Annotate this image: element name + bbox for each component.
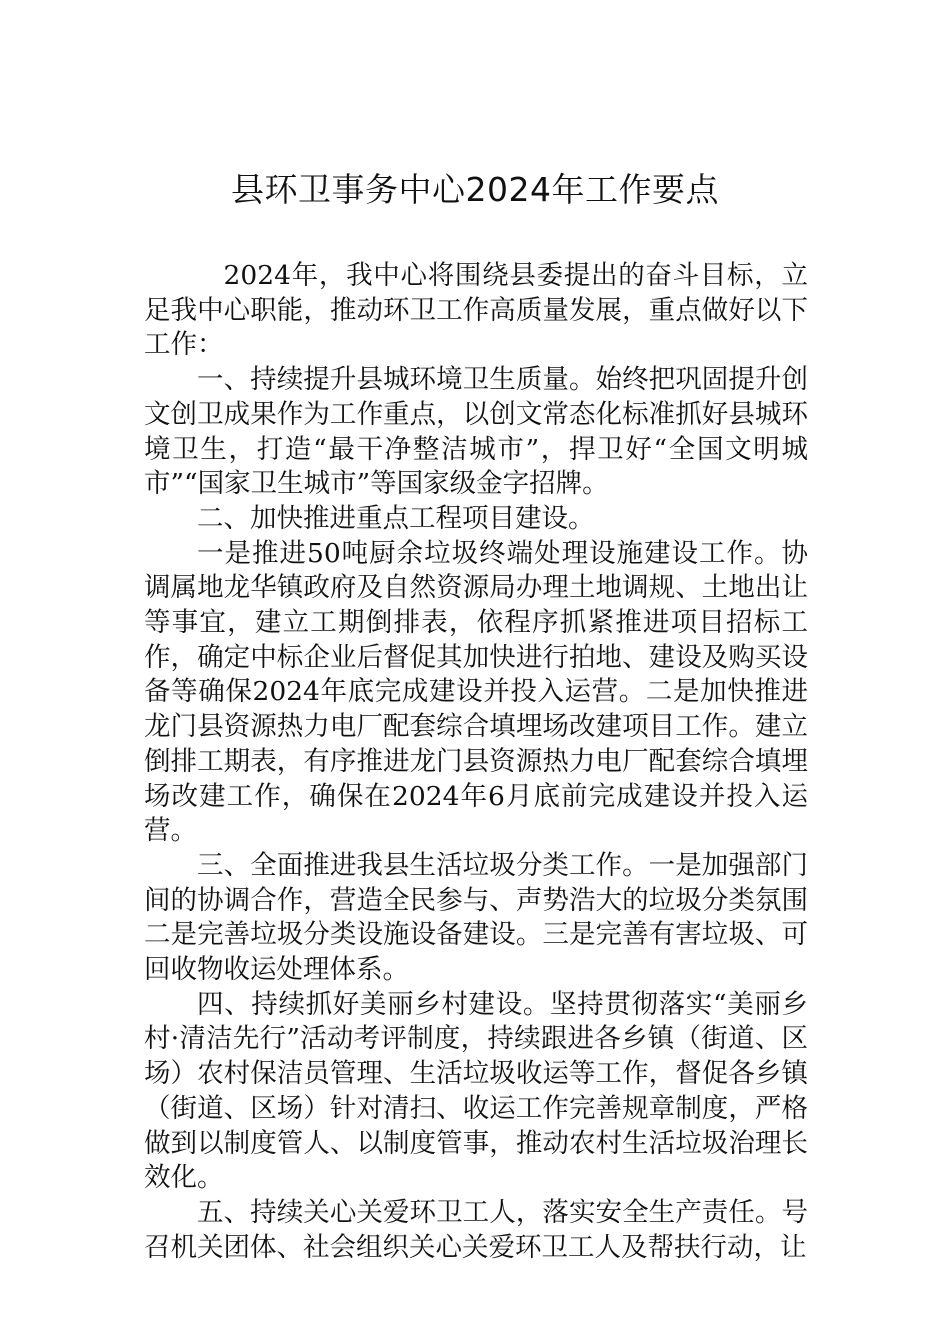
section-3-paragraph: 三、全面推进我县生活垃圾分类工作。一是加强部门间的协调合作，营造全民参与、声势浩大的垃圾分类氛围二是完善垃圾分类设施设备建设。三是完善有害垃圾、可回收物收运处理体系。 xyxy=(144,849,808,986)
document-title: 县环卫事务中心2024年工作要点 xyxy=(231,170,719,209)
section-2-paragraph: 一是推进50吨厨余垃圾终端处理设施建设工作。协调属地龙华镇政府及自然资源局办理土地调规、土地出让等事宜，建立工期倒排表，依程序抓紧推进项目招标工作，确定中标企业后督促其加快进行拍地、建设及购买设备等确保2024年底完成建设并投入运营。二是加快推进龙门县资源热力电厂配套综合填埋场改建项目工作。建立倒排工期表，有序推进龙门县资源热力电厂配套综合填埋场改建工作，确保在2024年6月底前完成建设并投入运营。 xyxy=(144,537,808,847)
section-4-paragraph: 四、持续抓好美丽乡村建设。坚持贯彻落实“美丽乡村·清洁先行”活动考评制度，持续跟进各乡镇（街道、区场）农村保洁员管理、生活垃圾收运等工作，督促各乡镇（街道、区场）针对清扫、收运工作完善规章制度，严格做到以制度管人、以制度管事，推动农村生活垃圾治理长效化。 xyxy=(144,988,808,1194)
intro-paragraph: 2024年，我中心将围绕县委提出的奋斗目标，立足我中心职能，推动环卫工作高质量发展，重点做好以下工作： xyxy=(144,260,808,361)
section-5-paragraph: 五、持续关心关爱环卫工人，落实安全生产责任。号召机关团体、社会组织关心关爱环卫工人及帮扶行动，让 xyxy=(144,1196,808,1263)
section-2-heading: 二、加快推进重点工程项目建设。 xyxy=(197,502,595,534)
section-1-paragraph: 一、持续提升县城环境卫生质量。始终把巩固提升创文创卫成果作为工作重点，以创文常态化标准抓好县城环境卫生，打造“最干净整洁城市”，捍卫好“全国文明城市”“国家卫生城市”等国家级金字招牌。 xyxy=(144,364,808,500)
document-body xyxy=(144,259,808,1265)
